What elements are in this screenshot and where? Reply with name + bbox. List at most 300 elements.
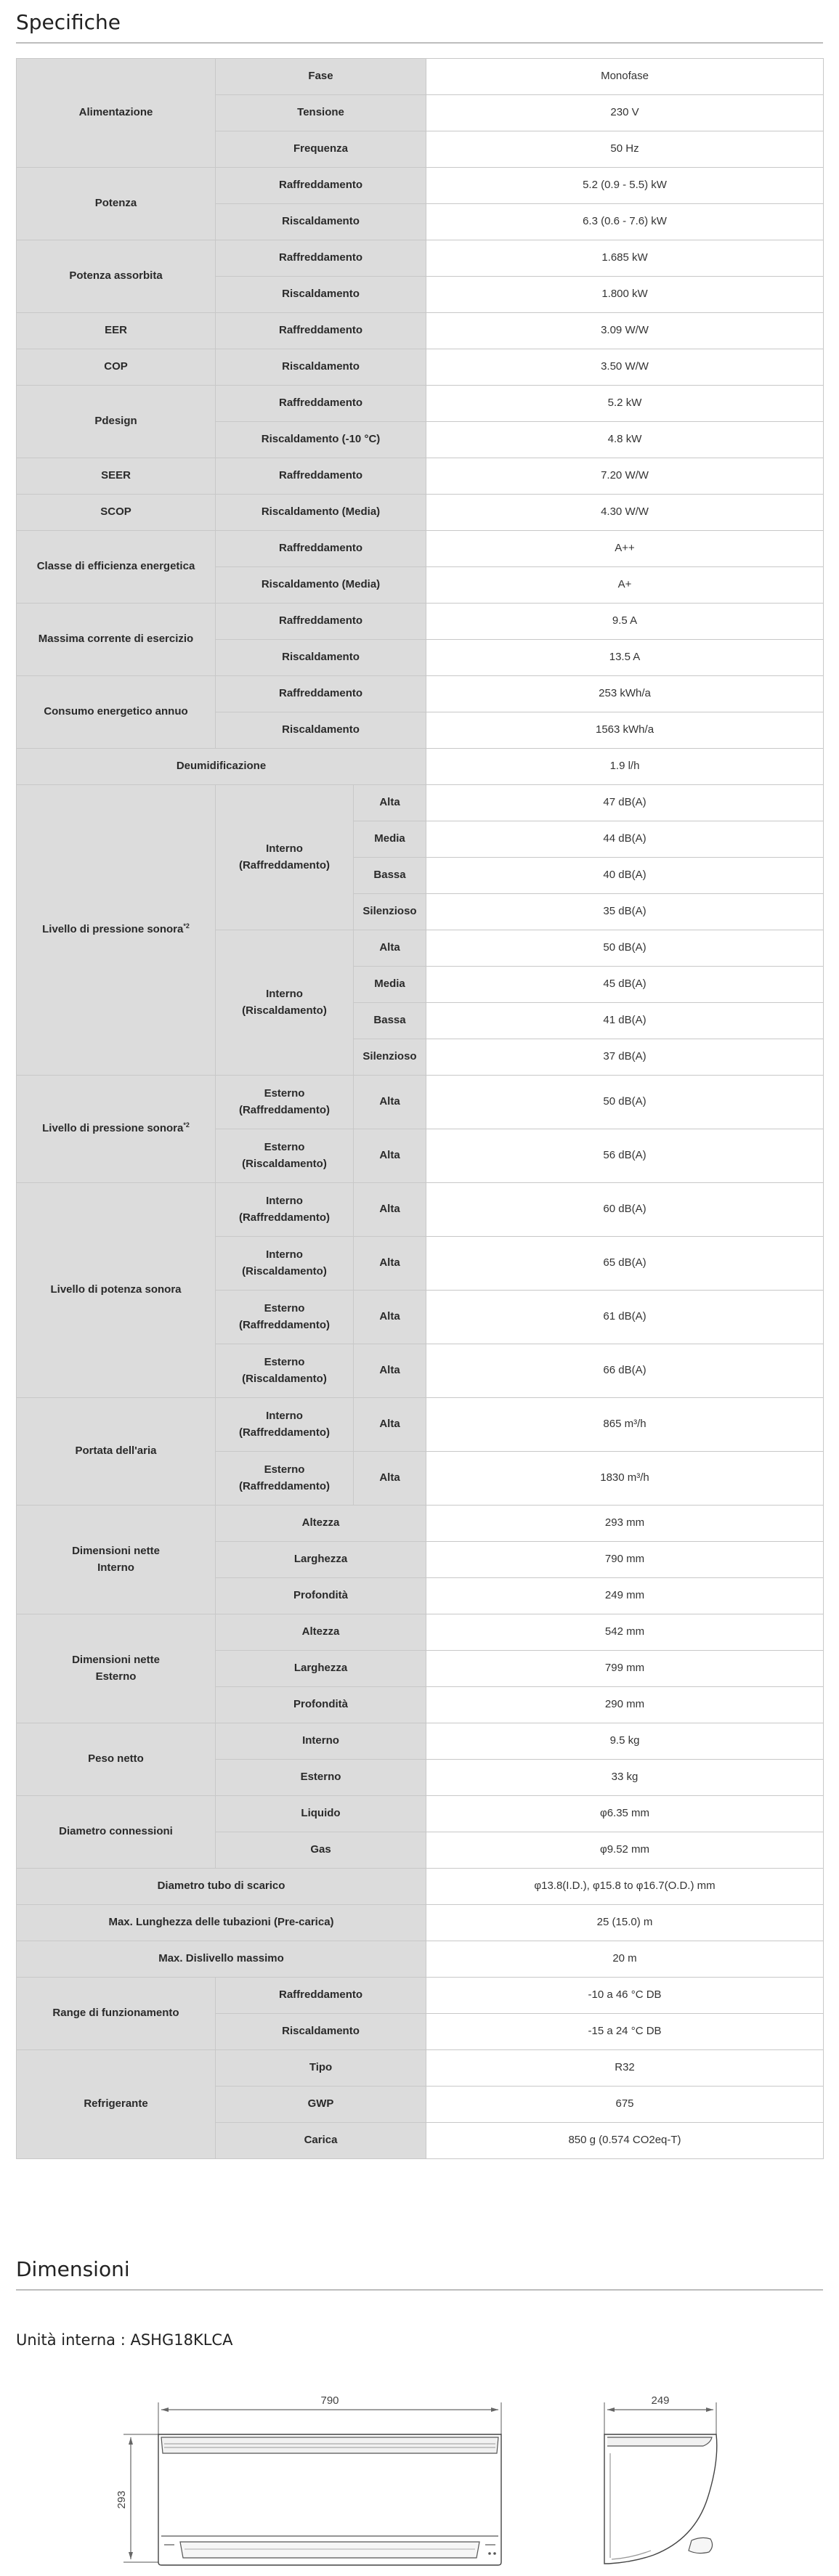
spec-label-text: Potenza — [94, 197, 137, 210]
dimensions-title-divider — [16, 2289, 823, 2291]
spec-value-text: 3.09 W/W — [601, 324, 649, 337]
spec-value-text: R32 — [615, 2061, 635, 2074]
spec-label-cell — [216, 604, 426, 640]
spec-label-text: Livello di pressione sonora — [42, 923, 184, 936]
spec-label-text: Silenzioso — [362, 1050, 417, 1063]
spec-value-text: 20 m — [612, 1952, 637, 1965]
spec-value-cell — [426, 240, 824, 277]
spec-label-text: Alta — [379, 796, 400, 809]
spec-value-text: 50 dB(A) — [603, 1095, 647, 1108]
spec-value-text: 9.5 kg — [609, 1734, 640, 1747]
spec-label-cell — [216, 2123, 426, 2159]
spec-label-text: Alta — [379, 1364, 400, 1377]
spec-label-text: Alta — [379, 1418, 400, 1431]
spec-value-text: 13.5 A — [609, 651, 641, 664]
spec-label-cell — [216, 1237, 354, 1291]
spec-label-cell — [216, 1651, 426, 1687]
spec-value-cell — [426, 1003, 824, 1039]
spec-value-cell — [426, 1344, 824, 1398]
spec-value-text: 3.50 W/W — [601, 360, 649, 373]
spec-label-cell — [216, 1796, 426, 1832]
spec-value-cell — [426, 422, 824, 458]
spec-label-cell — [216, 95, 426, 131]
spec-value-cell — [426, 1796, 824, 1832]
spec-value-text: 5.2 (0.9 - 5.5) kW — [583, 179, 667, 192]
spec-label-text: Interno — [302, 1734, 339, 1747]
spec-label-cell — [354, 821, 426, 858]
spec-value-cell — [426, 1452, 824, 1506]
spec-label-cell — [216, 1291, 354, 1344]
spec-row — [17, 604, 824, 640]
spec-value-text: φ6.35 mm — [599, 1807, 650, 1820]
spec-value-cell — [426, 1869, 824, 1905]
spec-value-cell — [426, 1237, 824, 1291]
spec-label-text: Media — [374, 978, 405, 991]
spec-label-text: Larghezza — [293, 1662, 348, 1675]
spec-value-cell — [426, 2087, 824, 2123]
spec-value-cell — [426, 785, 824, 821]
spec-label-text: Peso netto — [88, 1752, 144, 1766]
spec-row — [17, 240, 824, 277]
spec-label-cell — [216, 1832, 426, 1869]
spec-label-text: Diametro tubo di scarico — [157, 1880, 285, 1893]
spec-value-cell — [426, 1941, 824, 1978]
spec-label-text: Classe di efficienza energetica — [36, 560, 195, 573]
spec-label-cell — [216, 1398, 354, 1452]
spec-row — [17, 1398, 824, 1452]
spec-label-text: Raffreddamento — [279, 542, 363, 555]
spec-label-text: Refrigerante — [84, 2097, 148, 2110]
spec-value-cell — [426, 821, 824, 858]
spec-label-text: Raffreddamento — [279, 687, 363, 700]
spec-value-cell — [426, 1542, 824, 1578]
spec-label-text: Massima corrente di esercizio — [38, 633, 194, 646]
spec-label-text: Livello di pressione sonora — [42, 1122, 184, 1135]
spec-label-text: Bassa — [373, 1014, 406, 1027]
spec-row — [17, 59, 824, 95]
spec-label-text: Esterno (Riscaldamento) — [242, 1141, 327, 1170]
spec-label-text: Alimentazione — [78, 106, 153, 119]
indoor-unit-drawing — [0, 2368, 839, 2576]
spec-label-text: Consumo energetico annuo — [44, 705, 188, 718]
spec-label-cell — [354, 894, 426, 930]
spec-value-text: 249 mm — [604, 1589, 645, 1602]
spec-value-text: 4.8 kW — [607, 433, 642, 446]
spec-value-text: 1.9 l/h — [609, 760, 640, 773]
spec-value-cell — [426, 1905, 824, 1941]
spec-value-cell — [426, 1506, 824, 1542]
spec-label-text: Altezza — [301, 1625, 340, 1638]
spec-label-cell — [216, 422, 426, 458]
spec-label-cell — [354, 1452, 426, 1506]
footnote-marker: *2 — [183, 1121, 190, 1129]
spec-row — [17, 1506, 824, 1542]
spec-label-text: Gas — [310, 1843, 331, 1856]
spec-label-cell — [216, 240, 426, 277]
spec-value-cell — [426, 1687, 824, 1723]
spec-label-text: Riscaldamento — [282, 723, 360, 736]
spec-value-text: 5.2 kW — [607, 397, 642, 410]
spec-label-cell — [216, 1614, 426, 1651]
spec-label-cell — [17, 1978, 216, 2050]
spec-label-cell — [216, 1723, 426, 1760]
spec-value-cell — [426, 131, 824, 168]
spec-label-text: Esterno (Riscaldamento) — [242, 1356, 327, 1385]
spec-label-cell — [216, 204, 426, 240]
spec-value-cell — [426, 858, 824, 894]
spec-label-text: Potenza assorbita — [69, 269, 163, 283]
spec-label-cell — [17, 495, 216, 531]
spec-label-cell — [216, 1687, 426, 1723]
spec-label-cell — [216, 2087, 426, 2123]
spec-value-cell — [426, 1129, 824, 1183]
spec-label-cell — [216, 386, 426, 422]
spec-label-cell — [216, 785, 354, 930]
spec-value-text: 253 kWh/a — [599, 687, 651, 700]
spec-label-text: COP — [104, 360, 128, 373]
spec-value-text: 4.30 W/W — [601, 505, 649, 519]
spec-label-text: Media — [374, 832, 405, 845]
spec-label-text: Raffreddamento — [279, 324, 363, 337]
spec-label-cell — [354, 1129, 426, 1183]
spec-label-text: Profondità — [293, 1589, 348, 1602]
spec-label-text: Alta — [379, 1256, 400, 1269]
spec-label-cell — [17, 1076, 216, 1183]
spec-row — [17, 749, 824, 785]
spec-label-text: Frequenza — [293, 142, 349, 155]
spec-label-cell — [216, 1344, 354, 1398]
indoor-unit-label: Unità interna : ASHG18KLCA — [16, 2331, 233, 2349]
spec-table — [16, 58, 824, 2159]
spec-label-text: Interno (Riscaldamento) — [242, 988, 327, 1017]
spec-label-text: SEER — [101, 469, 131, 482]
spec-label-text: Diametro connessioni — [59, 1825, 173, 1838]
spec-label-cell — [17, 1506, 216, 1614]
spec-value-cell — [426, 712, 824, 749]
spec-value-cell — [426, 2123, 824, 2159]
spec-value-cell — [426, 967, 824, 1003]
spec-value-text: 25 (15.0) m — [596, 1916, 653, 1929]
spec-value-cell — [426, 1398, 824, 1452]
spec-row — [17, 168, 824, 204]
spec-label-text: Pdesign — [94, 415, 137, 428]
spec-label-cell — [17, 386, 216, 458]
spec-label-cell — [216, 930, 354, 1076]
spec-value-text: 675 — [615, 2097, 634, 2110]
spec-value-text: 850 g (0.574 CO2eq-T) — [568, 2134, 681, 2147]
spec-label-cell — [17, 240, 216, 313]
spec-value-cell — [426, 277, 824, 313]
spec-label-cell — [216, 495, 426, 531]
spec-label-text: Raffreddamento — [279, 251, 363, 264]
spec-label-text: Riscaldamento — [282, 360, 360, 373]
spec-label-cell — [354, 1291, 426, 1344]
spec-label-cell — [216, 676, 426, 712]
depth-dimension-label: 249 — [651, 2394, 670, 2407]
spec-label-text: Range di funzionamento — [52, 2007, 179, 2020]
spec-label-text: Larghezza — [293, 1553, 348, 1566]
spec-label-text: Riscaldamento — [282, 288, 360, 301]
spec-value-text: 37 dB(A) — [603, 1050, 647, 1063]
spec-row — [17, 495, 824, 531]
spec-row — [17, 1183, 824, 1237]
spec-value-cell — [426, 749, 824, 785]
footnote-marker: *2 — [183, 922, 190, 930]
spec-value-cell — [426, 2050, 824, 2087]
spec-value-text: 1830 m³/h — [600, 1471, 649, 1484]
spec-label-text: Alta — [379, 1471, 400, 1484]
spec-title-divider — [16, 42, 823, 44]
spec-value-text: 33 kg — [611, 1771, 639, 1784]
spec-label-cell — [354, 1398, 426, 1452]
spec-value-cell — [426, 1076, 824, 1129]
spec-label-cell — [216, 1978, 426, 2014]
spec-row — [17, 1978, 824, 2014]
spec-label-cell — [216, 640, 426, 676]
spec-value-cell — [426, 604, 824, 640]
spec-label-cell — [354, 1039, 426, 1076]
spec-label-cell — [17, 59, 216, 168]
spec-label-text: Raffreddamento — [279, 469, 363, 482]
spec-value-cell — [426, 495, 824, 531]
spec-row — [17, 785, 824, 821]
spec-label-text: Esterno (Raffreddamento) — [238, 1087, 330, 1116]
spec-value-text: 1563 kWh/a — [595, 723, 654, 736]
spec-label-text: Riscaldamento (Media) — [261, 578, 381, 591]
spec-value-text: -15 a 24 °C DB — [588, 2025, 662, 2038]
spec-value-text: 60 dB(A) — [603, 1203, 647, 1216]
spec-row — [17, 1723, 824, 1760]
spec-label-cell — [17, 2050, 216, 2159]
spec-value-text: 1.685 kW — [601, 251, 648, 264]
spec-label-cell — [216, 277, 426, 313]
spec-label-text: Alta — [379, 1203, 400, 1216]
spec-row — [17, 2050, 824, 2087]
spec-value-text: 790 mm — [604, 1553, 645, 1566]
spec-row — [17, 1941, 824, 1978]
spec-value-cell — [426, 1039, 824, 1076]
spec-value-text: 61 dB(A) — [603, 1310, 647, 1323]
spec-label-text: Interno (Raffreddamento) — [238, 1195, 330, 1224]
spec-value-cell — [426, 531, 824, 567]
spec-label-text: Silenzioso — [362, 905, 417, 918]
front-view — [123, 2402, 501, 2565]
spec-label-cell — [216, 59, 426, 95]
spec-label-cell — [354, 1183, 426, 1237]
spec-value-cell — [426, 1614, 824, 1651]
spec-row — [17, 1614, 824, 1651]
spec-label-cell — [216, 1578, 426, 1614]
spec-row — [17, 1796, 824, 1832]
spec-label-cell — [17, 531, 216, 604]
spec-label-text: Tipo — [309, 2061, 333, 2074]
spec-row — [17, 1869, 824, 1905]
spec-label-text: Deumidificazione — [176, 760, 267, 773]
spec-value-cell — [426, 349, 824, 386]
spec-value-text: 41 dB(A) — [603, 1014, 647, 1027]
spec-value-cell — [426, 640, 824, 676]
spec-row — [17, 458, 824, 495]
spec-label-cell — [216, 2050, 426, 2087]
spec-value-cell — [426, 95, 824, 131]
spec-label-text: Alta — [379, 941, 400, 954]
spec-value-text: 44 dB(A) — [603, 832, 647, 845]
spec-label-cell — [216, 349, 426, 386]
spec-value-cell — [426, 204, 824, 240]
spec-row — [17, 313, 824, 349]
spec-label-cell — [17, 1183, 216, 1398]
spec-value-cell — [426, 1832, 824, 1869]
spec-label-text: Interno (Riscaldamento) — [242, 1248, 327, 1277]
spec-row — [17, 349, 824, 386]
spec-value-text: 293 mm — [604, 1516, 645, 1529]
spec-label-text: Profondità — [293, 1698, 348, 1711]
spec-label-cell — [216, 458, 426, 495]
spec-label-text: Alta — [379, 1310, 400, 1323]
spec-value-cell — [426, 1723, 824, 1760]
spec-row — [17, 386, 824, 422]
spec-label-cell — [216, 131, 426, 168]
spec-value-text: 6.3 (0.6 - 7.6) kW — [583, 215, 667, 228]
spec-label-cell — [17, 458, 216, 495]
spec-label-text: SCOP — [100, 505, 131, 519]
spec-value-cell — [426, 313, 824, 349]
spec-value-text: 1.800 kW — [601, 288, 648, 301]
spec-value-text: 45 dB(A) — [603, 978, 647, 991]
spec-label-cell — [17, 313, 216, 349]
spec-label-text: Carica — [304, 2134, 338, 2147]
spec-value-text: 7.20 W/W — [601, 469, 649, 482]
spec-value-cell — [426, 567, 824, 604]
spec-section-title: Specifiche — [16, 10, 121, 34]
spec-label-cell — [17, 604, 216, 676]
spec-value-text: A++ — [615, 542, 635, 555]
spec-label-cell — [354, 1003, 426, 1039]
spec-label-text: Interno (Raffreddamento) — [238, 1410, 330, 1439]
spec-label-cell — [216, 1542, 426, 1578]
spec-label-text: Altezza — [301, 1516, 340, 1529]
spec-row — [17, 1076, 824, 1129]
spec-value-cell — [426, 386, 824, 422]
spec-value-cell — [426, 1651, 824, 1687]
spec-label-cell — [216, 531, 426, 567]
spec-value-text: 865 m³/h — [603, 1418, 647, 1431]
spec-label-text: Esterno (Raffreddamento) — [238, 1302, 330, 1331]
dimensions-section-title: Dimensioni — [16, 2257, 130, 2281]
spec-label-text: Raffreddamento — [279, 397, 363, 410]
spec-value-cell — [426, 168, 824, 204]
spec-value-text: 542 mm — [604, 1625, 645, 1638]
spec-label-text: Alta — [379, 1095, 400, 1108]
spec-label-cell — [17, 749, 426, 785]
spec-value-text: φ13.8(I.D.), φ15.8 to φ16.7(O.D.) mm — [534, 1880, 716, 1893]
spec-label-cell — [354, 1076, 426, 1129]
spec-label-text: Liquido — [301, 1807, 341, 1820]
spec-value-text: φ9.52 mm — [599, 1843, 650, 1856]
spec-label-text: Tensione — [297, 106, 344, 119]
spec-value-cell — [426, 1760, 824, 1796]
spec-value-text: 50 Hz — [610, 142, 639, 155]
spec-label-cell — [17, 1941, 426, 1978]
spec-label-text: Riscaldamento — [282, 651, 360, 664]
spec-value-text: 65 dB(A) — [603, 1256, 647, 1269]
spec-label-cell — [216, 567, 426, 604]
spec-label-text: Esterno (Raffreddamento) — [238, 1463, 330, 1492]
spec-value-text: 35 dB(A) — [603, 905, 647, 918]
spec-value-text: A+ — [617, 578, 632, 591]
spec-label-text: Alta — [379, 1149, 400, 1162]
spec-label-text: GWP — [307, 2097, 334, 2110]
spec-label-cell — [17, 785, 216, 1076]
spec-label-cell — [17, 1398, 216, 1506]
spec-label-text: Fase — [308, 70, 333, 83]
spec-row — [17, 531, 824, 567]
spec-label-text: Max. Dislivello massimo — [158, 1952, 284, 1965]
spec-label-cell — [17, 1869, 426, 1905]
spec-value-text: 230 V — [610, 106, 639, 119]
spec-value-cell — [426, 894, 824, 930]
spec-label-cell — [216, 712, 426, 749]
spec-label-text: Riscaldamento — [282, 2025, 360, 2038]
spec-label-cell — [17, 1723, 216, 1796]
spec-label-text: Riscaldamento (-10 °C) — [261, 433, 381, 446]
spec-label-cell — [216, 2014, 426, 2050]
side-view — [604, 2402, 717, 2564]
spec-label-cell — [17, 1796, 216, 1869]
spec-label-cell — [17, 1614, 216, 1723]
spec-value-cell — [426, 1291, 824, 1344]
spec-label-cell — [216, 168, 426, 204]
height-dimension-label: 293 — [115, 2490, 128, 2509]
spec-label-cell — [354, 785, 426, 821]
spec-value-cell — [426, 1183, 824, 1237]
spec-value-cell — [426, 930, 824, 967]
spec-value-text: Monofase — [601, 70, 649, 83]
spec-label-text: Esterno — [300, 1771, 341, 1784]
spec-value-text: 799 mm — [604, 1662, 645, 1675]
spec-label-cell — [216, 1452, 354, 1506]
spec-value-text: -10 a 46 °C DB — [588, 1988, 662, 2002]
spec-label-cell — [17, 168, 216, 240]
spec-label-text: Riscaldamento — [282, 215, 360, 228]
spec-label-cell — [354, 930, 426, 967]
spec-label-text: Max. Lunghezza delle tubazioni (Pre-carica) — [108, 1916, 334, 1929]
spec-label-cell — [216, 1183, 354, 1237]
spec-label-cell — [354, 858, 426, 894]
spec-label-cell — [216, 1129, 354, 1183]
spec-label-text: Livello di potenza sonora — [50, 1283, 182, 1296]
spec-label-cell — [17, 676, 216, 749]
spec-label-text: EER — [105, 324, 127, 337]
spec-label-cell — [354, 967, 426, 1003]
spec-label-text: Raffreddamento — [279, 614, 363, 627]
spec-value-text: 56 dB(A) — [603, 1149, 647, 1162]
spec-value-text: 47 dB(A) — [603, 796, 647, 809]
width-dimension-label: 790 — [320, 2394, 339, 2407]
spec-label-cell — [216, 313, 426, 349]
spec-label-text: Dimensioni nette Esterno — [72, 1654, 160, 1683]
spec-value-text: 66 dB(A) — [603, 1364, 647, 1377]
spec-value-cell — [426, 1578, 824, 1614]
spec-label-cell — [354, 1237, 426, 1291]
spec-label-text: Raffreddamento — [279, 1988, 363, 2002]
spec-label-cell — [354, 1344, 426, 1398]
spec-value-text: 290 mm — [604, 1698, 645, 1711]
spec-value-text: 50 dB(A) — [603, 941, 647, 954]
spec-label-text: Portata dell'aria — [75, 1445, 157, 1458]
spec-value-text: 40 dB(A) — [603, 869, 647, 882]
spec-label-text: Interno (Raffreddamento) — [238, 842, 330, 871]
